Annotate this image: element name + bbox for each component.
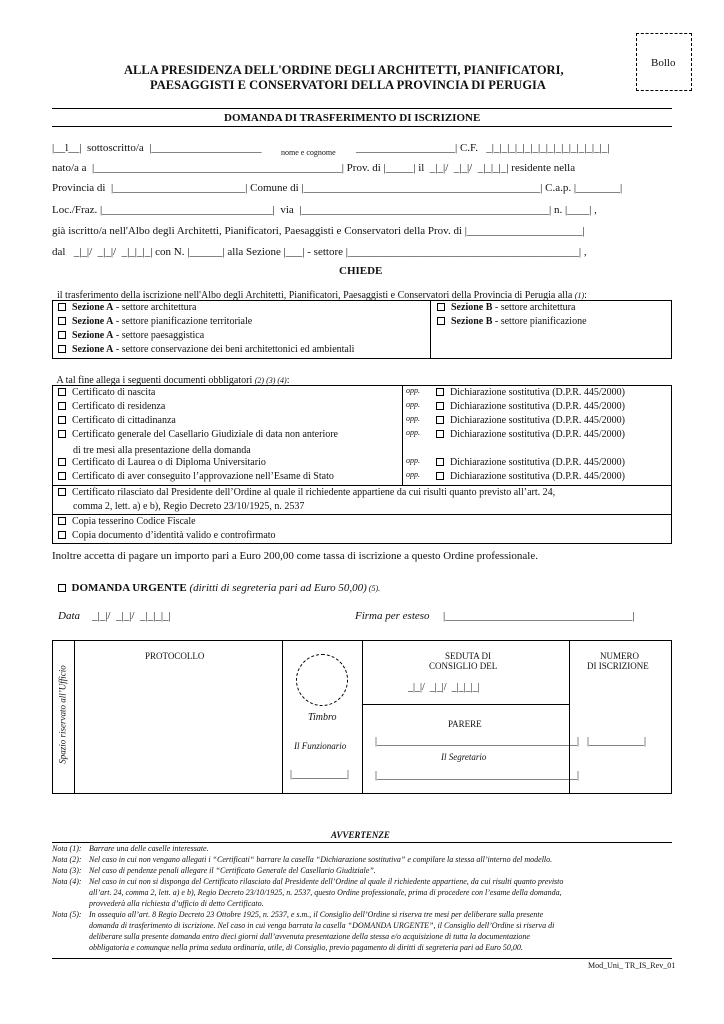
dichiarazione-option[interactable] bbox=[436, 416, 625, 426]
header-line1: ALLA PRESIDENZA DELL'ORDINE DEGLI ARCHITETTI, PIANIFICATORI, bbox=[124, 63, 564, 77]
documento-option[interactable] bbox=[58, 416, 176, 426]
copia-option[interactable] bbox=[58, 517, 196, 527]
cert-presidente-checkbox[interactable] bbox=[58, 488, 66, 496]
sezione-label-rest: - settore paesaggistica bbox=[113, 330, 205, 341]
nota-label: Nota (3): bbox=[52, 866, 82, 875]
dichiarazione-checkbox[interactable] bbox=[436, 416, 444, 424]
allega-text bbox=[52, 366, 290, 386]
documento-option[interactable] bbox=[58, 430, 338, 440]
avvertenze-title: AVVERTENZE bbox=[331, 830, 390, 840]
nota-line: Barrare una delle caselle interessate. bbox=[89, 844, 209, 853]
sezione-label-bold: Sezione B bbox=[451, 316, 493, 327]
documento-option[interactable] bbox=[58, 458, 266, 468]
sezione-label-bold: Sezione A bbox=[72, 344, 114, 355]
seduta-date-field[interactable]: _|_|/ _|_|/ _|_|_|_| bbox=[408, 682, 480, 693]
copia-label: Copia documento d’identità valido e controfirmato bbox=[72, 530, 276, 541]
chiede-title: CHIEDE bbox=[339, 265, 383, 277]
nota-label: Nota (4): bbox=[52, 877, 82, 886]
documento-option[interactable] bbox=[58, 402, 165, 412]
dichiarazione-checkbox[interactable] bbox=[436, 388, 444, 396]
copia-option[interactable] bbox=[58, 531, 276, 541]
documento-label: Certificato di cittadinanza bbox=[72, 415, 176, 426]
opp-label: opp. bbox=[406, 386, 420, 395]
nota-line: all’art. 24, comma 2, lett. a) e b), Regio Decreto 23/10/1925, n. 2537, questo Ordine professionale, prima di procedere con l’esame della domanda, bbox=[89, 888, 562, 897]
dichiarazione-option[interactable] bbox=[436, 402, 625, 412]
urgente-detail: (diritti di segreteria pari ad Euro 50,00) bbox=[186, 582, 367, 594]
chiede-text bbox=[52, 281, 587, 301]
nota-label: Nota (2): bbox=[52, 855, 82, 864]
documento-option[interactable] bbox=[58, 472, 334, 482]
dichiarazione-label: Dichiarazione sostitutiva (D.P.R. 445/2000) bbox=[450, 401, 625, 412]
documento-label: Certificato di nascita bbox=[72, 387, 156, 398]
sezione-option[interactable] bbox=[437, 317, 587, 327]
ufficio-rule-parere bbox=[362, 704, 569, 705]
documento-label: Certificato di Laurea o di Diploma Universitario bbox=[72, 457, 266, 468]
dichiarazione-checkbox[interactable] bbox=[436, 402, 444, 410]
chiede-text-body: il trasferimento della iscrizione nell'Albo degli Architetti, Pianificatori, Paesaggisti e Conservatori della Provincia di Perugia alla bbox=[57, 290, 573, 301]
documento-label: Certificato di aver conseguito l’approvazione nell’Esame di Stato bbox=[72, 471, 334, 482]
sezione-label-rest: - settore pianificazione bbox=[492, 316, 587, 327]
dichiarazione-label: Dichiarazione sostitutiva (D.P.R. 445/2000) bbox=[450, 429, 625, 440]
sezione-label-bold: Sezione A bbox=[72, 330, 114, 341]
nota-label: Nota (1): bbox=[52, 844, 82, 853]
parere-field[interactable]: |________________________________________| bbox=[375, 736, 580, 747]
nota-label: Nota (5): bbox=[52, 910, 82, 919]
nota-line: Nel caso in cui non si disponga del Certificato rilasciato dal Presidente dell’Ordine al quale il richiedente appartiene, da cui risulti quanto previsto bbox=[89, 877, 564, 886]
dichiarazione-label: Dichiarazione sostitutiva (D.P.R. 445/2000) bbox=[450, 415, 625, 426]
sezione-checkbox[interactable] bbox=[58, 317, 66, 325]
urgente-ref: (5). bbox=[366, 584, 381, 593]
firma-label: Firma per esteso bbox=[355, 610, 430, 622]
documenti-cont: di tre mesi alla presentazione della domanda bbox=[73, 445, 251, 456]
documento-option[interactable] bbox=[58, 388, 155, 398]
sezione-label-rest: - settore conservazione dei beni architettonici ed ambientali bbox=[113, 344, 355, 355]
documenti-rule-2 bbox=[52, 514, 672, 515]
numero-label-2: DI ISCRIZIONE bbox=[587, 661, 649, 671]
header-rule-bottom bbox=[52, 126, 672, 127]
documento-label: Certificato di residenza bbox=[72, 401, 166, 412]
dichiarazione-checkbox[interactable] bbox=[436, 458, 444, 466]
bollo-label: Bollo bbox=[651, 57, 676, 69]
copia-label: Copia tesserino Codice Fiscale bbox=[72, 516, 196, 527]
copia-checkbox[interactable] bbox=[58, 517, 66, 525]
footer-code: Mod_Uni_ TR_IS_Rev_01 bbox=[588, 961, 676, 970]
opp-label: opp. bbox=[406, 470, 420, 479]
ufficio-side-label: Spazio riservato all’Ufficio bbox=[57, 665, 68, 764]
sezione-option[interactable] bbox=[58, 317, 252, 327]
data-label: Data bbox=[58, 610, 80, 622]
form-title: DOMANDA DI TRASFERIMENTO DI ISCRIZIONE bbox=[224, 112, 481, 124]
timbro-label: Timbro bbox=[308, 712, 337, 723]
cert-presidente-line2: comma 2, lett. a) e b), Regio Decreto 23/10/1925, n. 2537 bbox=[73, 501, 305, 512]
segretario-label: Il Segretario bbox=[441, 752, 487, 762]
allega-text-body: A tal fine allega i seguenti documenti obbligatori bbox=[56, 375, 253, 386]
opp-label: opp. bbox=[406, 456, 420, 465]
funzionario-field[interactable]: |___________| bbox=[290, 769, 350, 780]
dichiarazione-label: Dichiarazione sostitutiva (D.P.R. 445/2000) bbox=[450, 387, 625, 398]
header-rule-top bbox=[52, 108, 672, 109]
sezione-label-bold: Sezione A bbox=[72, 316, 114, 327]
chiede-colon: : bbox=[584, 290, 587, 301]
dichiarazione-checkbox[interactable] bbox=[436, 430, 444, 438]
ufficio-div-1 bbox=[282, 640, 283, 794]
timbro-circle bbox=[296, 654, 348, 706]
segretario-field[interactable]: |________________________________________| bbox=[375, 770, 580, 781]
sezione-checkbox[interactable] bbox=[437, 317, 445, 325]
numero-label-1: NUMERO bbox=[600, 651, 640, 661]
footer-rule bbox=[52, 958, 672, 959]
nota-line: domanda di trasferimento di iscrizione. Nel caso in cui venga barrata la casella “DOMANDA URGENTE”, il Consiglio dell’Ordine si riserva di bbox=[89, 921, 555, 930]
sezione-option[interactable] bbox=[58, 303, 196, 313]
field-line-nascita[interactable]: nato/a a |_____________________________________________| Prov. di |_____| il _|_|/ _|_|/ _|_|_|_| residente nella bbox=[52, 162, 576, 174]
protocollo-label: PROTOCOLLO bbox=[145, 651, 205, 661]
allega-colon: : bbox=[286, 375, 290, 386]
urgente-label: DOMANDA URGENTE bbox=[71, 582, 187, 594]
cert-presidente-line1: Certificato rilasciato dal Presidente dell’Ordine al quale il richiedente appartiene da cui risulti quanto previsto all’art. 24, bbox=[72, 487, 556, 498]
nota-line: Nel caso di pendenze penali allegare il “Certificato Generale del Casellario Giudiziale”. bbox=[89, 866, 376, 875]
field-line-dal[interactable]: dal _|_|/ _|_|/ _|_|_|_| con N. |______| alla Sezione |___| - settore |__________________________________________| , bbox=[52, 246, 587, 258]
documento-checkbox[interactable] bbox=[58, 402, 66, 410]
bollo-box bbox=[636, 33, 692, 91]
sezione-label-bold: Sezione B bbox=[451, 302, 493, 313]
sezione-label-bold: Sezione A bbox=[72, 302, 114, 313]
copia-checkbox[interactable] bbox=[58, 531, 66, 539]
sezione-checkbox[interactable] bbox=[437, 303, 445, 311]
nota-line: Nel caso in cui non vengano allegati i “Certificati“ barrare la casella “Dichiarazione sostitutiva” e compilare la stessa all’interno del modello. bbox=[89, 855, 553, 864]
seduta-label-2: CONSIGLIO DEL bbox=[429, 661, 498, 671]
sezione-checkbox[interactable] bbox=[58, 303, 66, 311]
sezioni-divider bbox=[430, 300, 431, 359]
dichiarazione-option[interactable] bbox=[436, 430, 625, 440]
tassa-text: Inoltre accetta di pagare un importo pari a Euro 200,00 come tassa di iscrizione a questo Ordine professionale. bbox=[52, 550, 538, 562]
nome-cognome-caption: nome e cognome bbox=[281, 148, 336, 157]
documenti-rule-1 bbox=[52, 485, 672, 486]
field-line-cf[interactable]: __________________| C.F. _|_|_|_|_|_|_|_|_|_|_|_|_|_|_|_| bbox=[356, 142, 610, 154]
allega-refs: (2) (3) (4) bbox=[254, 376, 287, 385]
sezione-option[interactable] bbox=[58, 331, 204, 341]
sezione-label-rest: - settore architettura bbox=[492, 302, 576, 313]
documento-checkbox[interactable] bbox=[58, 388, 66, 396]
field-line-sottoscritto[interactable]: |__l__| sottoscritto/a |____________________ bbox=[52, 142, 262, 154]
nota-line: In ossequio all’art. 8 Regio Decreto 23 Ottobre 1925, n. 2537, e s.m., il Consiglio dell’Ordine si riserva tre mesi per deliberare sulla presente bbox=[89, 910, 544, 919]
parere-label: PARERE bbox=[448, 719, 482, 729]
opp-label: opp. bbox=[406, 400, 420, 409]
documenti-divider bbox=[402, 385, 403, 485]
documento-checkbox[interactable] bbox=[58, 458, 66, 466]
ufficio-div-side bbox=[74, 640, 75, 794]
nota-line: obbligatoria e comunque nella prima seduta ordinaria, utile, di Consiglio, previo pagamento di diritti di segreteria pari ad Euro 50,00. bbox=[89, 943, 523, 952]
sezione-option[interactable] bbox=[437, 303, 575, 313]
documento-checkbox[interactable] bbox=[58, 430, 66, 438]
header-line2: PAESAGGISTI E CONSERVATORI DELLA PROVINCIA DI PERUGIA bbox=[150, 78, 546, 92]
dichiarazione-option[interactable] bbox=[436, 458, 625, 468]
nota-line: provvederà alla richiesta d’ufficio di detto Certificato. bbox=[89, 899, 264, 908]
firma-field[interactable]: |__________________________________| bbox=[443, 610, 635, 622]
data-field[interactable]: _|_|/ _|_|/ _|_|_|_| bbox=[92, 610, 171, 622]
opp-label: opp. bbox=[406, 428, 420, 437]
nota-line: deliberare sulla presente domanda entro dieci giorni dall’avvenuta presentazione della stessa e/o acquisizione di tutta la documentazione bbox=[89, 932, 530, 941]
dichiarazione-option[interactable] bbox=[436, 472, 625, 482]
urgente-row[interactable] bbox=[52, 572, 380, 594]
opp-label: opp. bbox=[406, 414, 420, 423]
avvertenze-rule bbox=[52, 842, 672, 843]
field-line-iscrizione[interactable]: già iscritto/a nell'Albo degli Architetti, Pianificatori, Paesaggisti e Conservatori della Prov. di |_____________________| bbox=[52, 225, 585, 237]
cert-presidente[interactable] bbox=[58, 488, 555, 498]
field-line-residenza[interactable]: Provincia di |________________________| Comune di |___________________________________________| C.a.p. |________| bbox=[52, 182, 623, 194]
dichiarazione-option[interactable] bbox=[436, 388, 625, 398]
chiede-note-ref: (1) bbox=[574, 291, 585, 300]
sezione-label-rest: - settore pianificazione territoriale bbox=[113, 316, 253, 327]
sezione-label-rest: - settore architettura bbox=[113, 302, 197, 313]
documento-checkbox[interactable] bbox=[58, 472, 66, 480]
sezione-checkbox[interactable] bbox=[58, 345, 66, 353]
ufficio-div-2 bbox=[362, 640, 363, 794]
field-line-indirizzo[interactable]: Loc./Fraz. |_______________________________| via |_____________________________________________| n. |____| , bbox=[52, 204, 597, 216]
dichiarazione-label: Dichiarazione sostitutiva (D.P.R. 445/2000) bbox=[450, 457, 625, 468]
seduta-label-1: SEDUTA DI bbox=[445, 651, 492, 661]
urgente-checkbox[interactable] bbox=[58, 584, 66, 592]
documento-checkbox[interactable] bbox=[58, 416, 66, 424]
dichiarazione-checkbox[interactable] bbox=[436, 472, 444, 480]
sezione-option[interactable] bbox=[58, 345, 354, 355]
sezione-checkbox[interactable] bbox=[58, 331, 66, 339]
numero-field[interactable]: |___________| bbox=[587, 736, 647, 747]
dichiarazione-label: Dichiarazione sostitutiva (D.P.R. 445/2000) bbox=[450, 471, 625, 482]
funzionario-label: Il Funzionario bbox=[294, 741, 347, 751]
documento-label: Certificato generale del Casellario Giudiziale di data non anteriore bbox=[72, 429, 338, 440]
